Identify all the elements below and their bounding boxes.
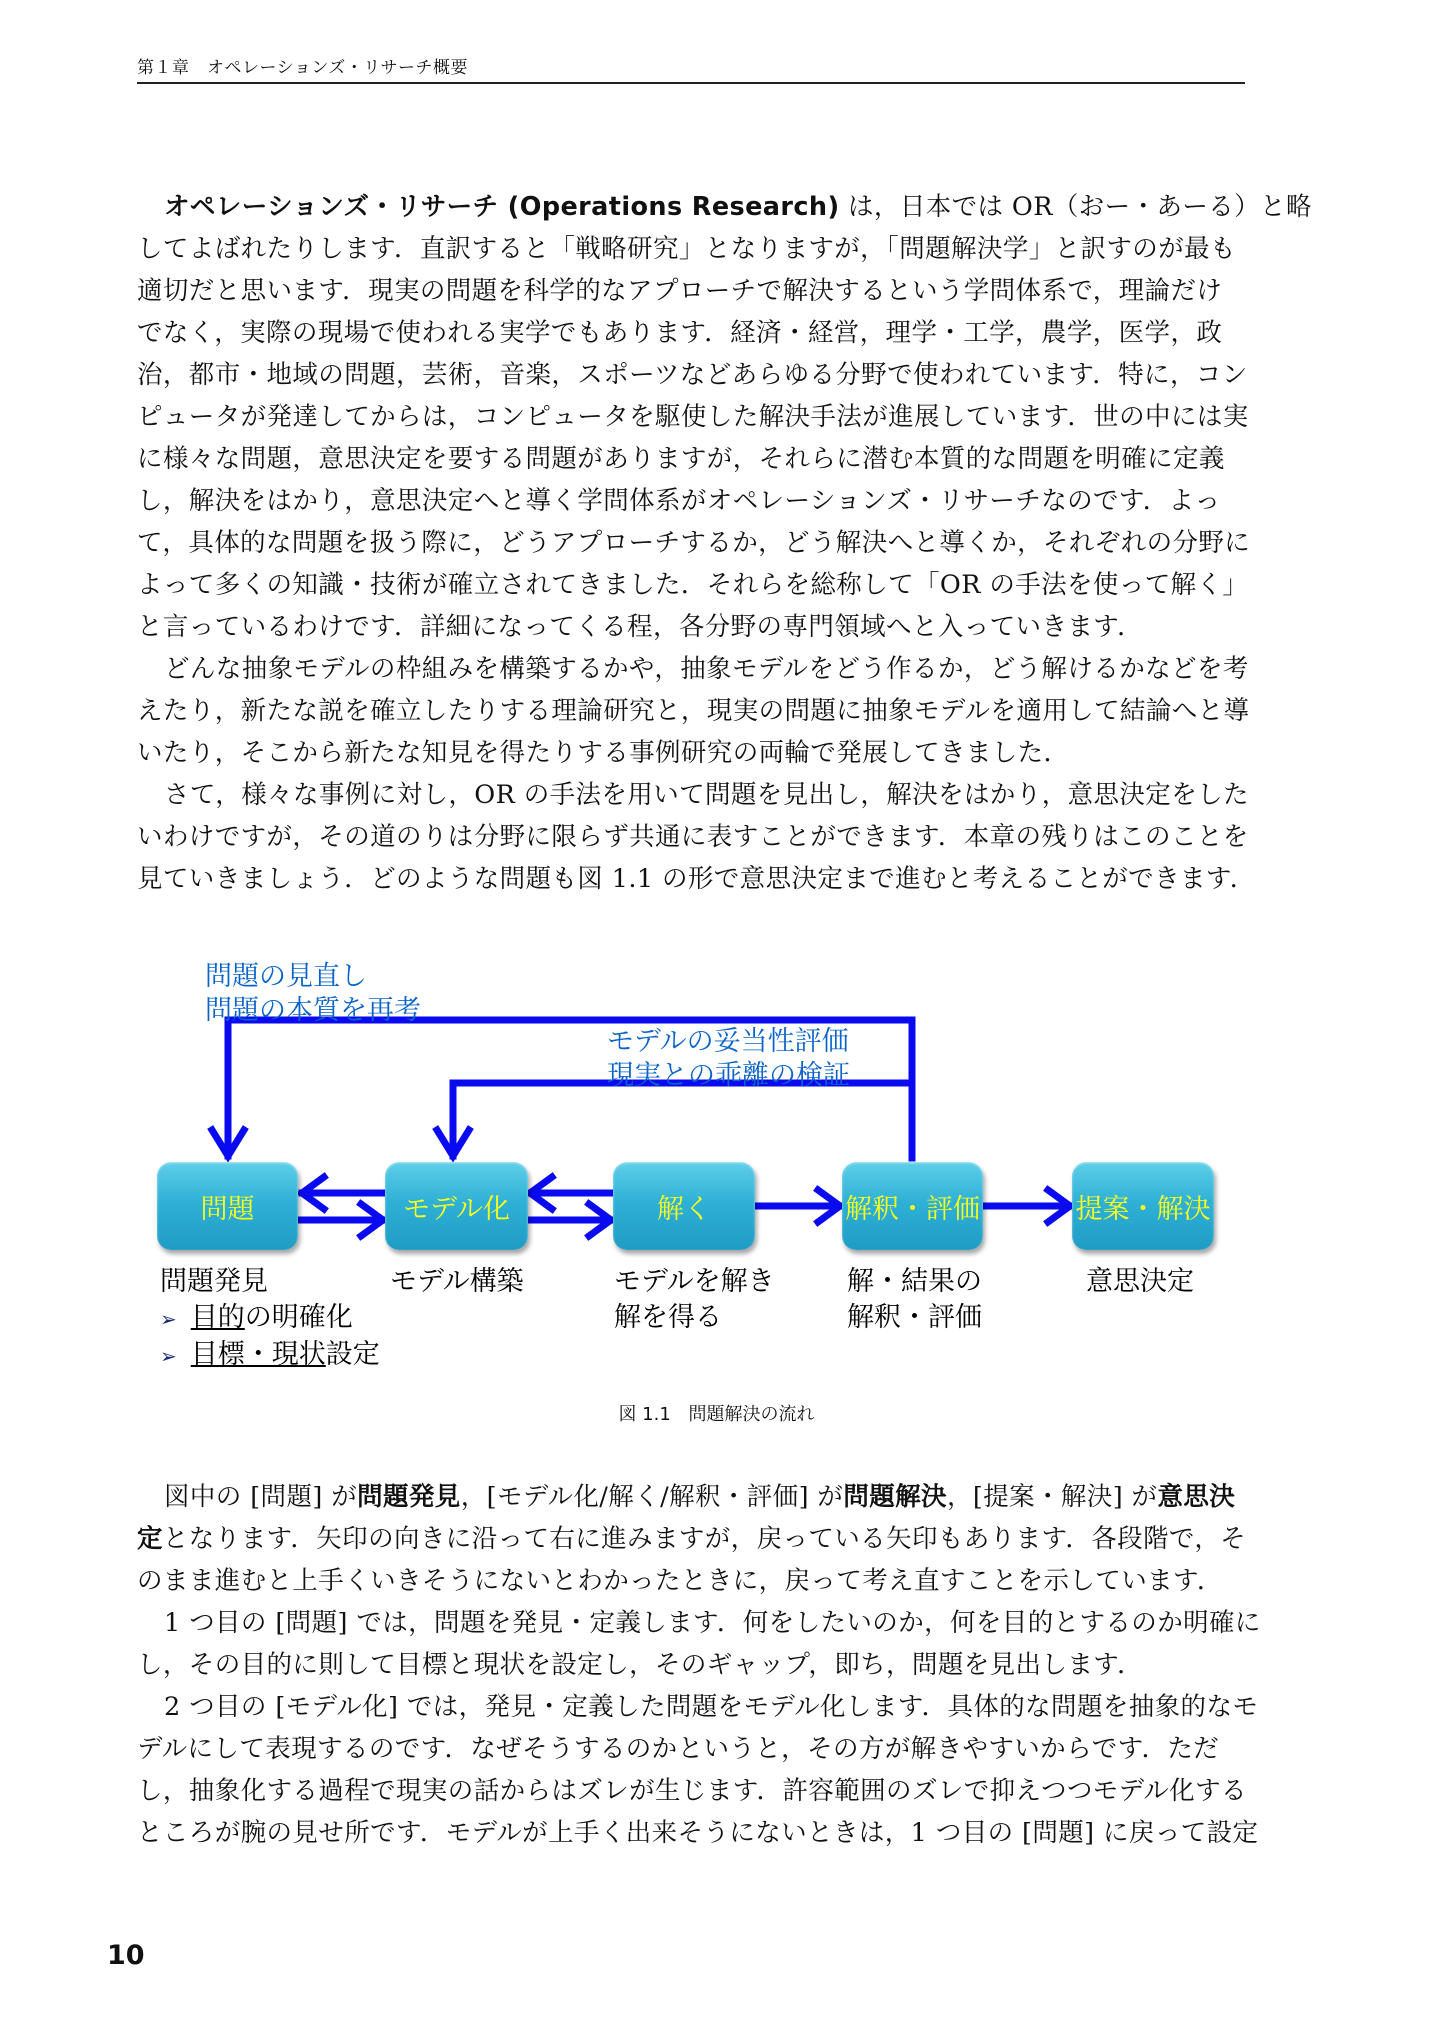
text-line: ピュータが発達してからは，コンピュータを駆使した解決手法が進展しています．世の中には実	[137, 402, 1249, 432]
text-segment: 図中の [問題] が	[164, 1482, 358, 1512]
paragraph-research	[137, 648, 1250, 774]
description-line: 解を得る	[614, 1302, 722, 1333]
paragraph-step-problem	[137, 1602, 1261, 1686]
description-decide	[1086, 1264, 1194, 1300]
bold-term: オペレーションズ・リサーチ (Operations Research)	[164, 192, 840, 222]
text-line: し，抽象化する過程で現実の話からはズレが生じます．許容範囲のズレで抑えつつモデル化する	[137, 1776, 1247, 1806]
step-box-evaluate: 解釈・評価	[842, 1162, 983, 1250]
description-line: 問題発見	[160, 1266, 268, 1297]
feedback-label-model-validity	[607, 1025, 850, 1093]
figure-caption	[0, 1400, 1433, 1426]
description-text: 設定	[325, 1339, 380, 1370]
underlined-text: 目的	[190, 1302, 245, 1333]
text-line: に様々な問題，意思決定を要する問題がありますが，それらに潜む本質的な問題を明確に定義	[137, 444, 1225, 474]
description-evaluate	[847, 1264, 982, 1336]
figure-number: 図 1.1	[618, 1404, 671, 1425]
text-line: よって多くの知識・技術が確立されてきました．それらを総称して「OR の手法を使って解く」	[137, 570, 1249, 600]
text-line: し，解決をはかり，意思決定へと導く学問体系がオペレーションズ・リサーチなのです．よっ	[137, 486, 1221, 516]
text-line: デルにして表現するのです．なぜそうするのかというと，その方が解きやすいからです．ただ	[137, 1734, 1220, 1764]
feedback-arrow-model	[453, 1083, 912, 1156]
arrow-bullet-icon: ➢	[160, 1307, 177, 1331]
text-line: と言っているわけです．詳細になってくる程，各分野の専門領域へと入っていきます．	[137, 612, 1144, 642]
description-line: 解・結果の	[847, 1266, 982, 1297]
problem-solving-flow-diagram	[140, 960, 1240, 1380]
description-bullet	[160, 1337, 380, 1374]
text-segment: となります．矢印の向きに沿って右に進みますが，戻っている矢印もあります．各段階で，そ	[162, 1524, 1247, 1554]
text-line: してよばれたりします．直訳すると「戦略研究」となりますが，「問題解決学」と訳すのが最も	[137, 234, 1236, 264]
text-line	[137, 186, 1312, 228]
text-line: 適切だと思います．現実の問題を科学的なアプローチで解決するという学問体系で，理論だけ	[137, 276, 1223, 306]
text-segment: ，[提案・解決] が	[946, 1482, 1158, 1512]
feedback-label-line: 問題の見直し	[205, 961, 367, 992]
feedback-label-line: 現実との乖離の検証	[607, 1060, 850, 1091]
text-line: どんな抽象モデルの枠組みを構築するかや，抽象モデルをどう作るか，どう解けるかなどを考	[164, 654, 1249, 684]
step-box-solve: 解く	[613, 1162, 755, 1250]
text-line: いわけですが，その道のりは分野に限らず共通に表すことができます．本章の残りはこのことを	[137, 822, 1249, 852]
text-segment: は，日本では OR（おー・あーる）と略	[848, 192, 1312, 222]
description-line: モデル構築	[390, 1266, 524, 1297]
description-solve	[614, 1264, 775, 1336]
text-segment: ，[モデル化/解く/解釈・評価] が	[460, 1482, 844, 1512]
text-line: えたり，新たな説を確立したりする理論研究と，現実の問題に抽象モデルを適用して結論へと導	[137, 696, 1250, 726]
description-modeling	[390, 1264, 524, 1300]
description-bullet	[160, 1300, 380, 1337]
paragraph-step-modeling	[137, 1686, 1259, 1854]
page-number: 10	[107, 1940, 145, 1971]
text-line: 1 つ目の [問題] では，問題を発見・定義します．何をしたいのか，何を目的とするのか明確に	[164, 1608, 1261, 1638]
text-line: て，具体的な問題を扱う際に，どうアプローチするか，どう解決へと導くか，それぞれの分野に	[137, 528, 1251, 558]
paragraph-figure-explanation	[137, 1476, 1245, 1602]
text-line: でなく，実際の現場で使われる実学でもあります．経済・経営，理学・工学，農学，医学，政	[137, 318, 1223, 348]
feedback-label-line: 問題の本質を再考	[205, 995, 421, 1026]
description-line: 解釈・評価	[847, 1302, 982, 1333]
text-line	[137, 1476, 1245, 1518]
paragraph-intro-figure	[137, 774, 1256, 900]
running-header	[137, 52, 1245, 84]
feedback-label-problem-review	[205, 960, 421, 1028]
bold-term: 意思決	[1157, 1482, 1236, 1512]
text-line: のまま進むと上手くいきそうにないとわかったときに，戻って考え直すことを示しています．	[137, 1566, 1223, 1596]
step-box-decide: 提案・解決	[1072, 1162, 1214, 1250]
text-line: 見ていきましょう．どのような問題も図 1.1 の形で意思決定まで進むと考えることができます．	[137, 864, 1256, 894]
bold-term: 問題解決	[843, 1482, 947, 1512]
text-line: 治，都市・地域の問題，芸術，音楽，スポーツなどあらゆる分野で使われています．特に，コン	[137, 360, 1248, 390]
description-text: の明確化	[244, 1302, 353, 1333]
running-title: 第１章 オペレーションズ・リサーチ概要	[137, 58, 468, 78]
text-line: さて，様々な事例に対し，OR の手法を用いて問題を見出し，解決をはかり，意思決定をした	[164, 780, 1249, 810]
text-line	[137, 1518, 1245, 1560]
bold-term: 問題発見	[357, 1482, 461, 1512]
feedback-label-line: モデルの妥当性評価	[607, 1026, 849, 1057]
description-line: モデルを解き	[614, 1266, 775, 1297]
intro-paragraph	[137, 186, 1312, 648]
text-line: ところが腕の見せ所です．モデルが上手く出来そうにないときは，1 つ目の [問題] に戻って設定	[137, 1818, 1259, 1848]
description-line: 意思決定	[1086, 1266, 1194, 1297]
step-box-problem: 問題	[157, 1162, 298, 1250]
figure-title: 問題解決の流れ	[688, 1404, 815, 1425]
text-line: いたり，そこから新たな知見を得たりする事例研究の両輪で発展してきました．	[137, 738, 1070, 768]
underlined-text: 目標・現状	[190, 1339, 326, 1370]
description-problem	[160, 1264, 380, 1374]
bold-term: 定	[137, 1524, 163, 1554]
text-line: 2 つ目の [モデル化] では，発見・定義した問題をモデル化します．具体的な問題を抽象的なモ	[164, 1692, 1259, 1722]
arrow-bullet-icon: ➢	[160, 1344, 177, 1368]
step-box-modeling: モデル化	[385, 1162, 528, 1250]
text-line: し，その目的に則して目標と現状を設定し，そのギャップ，即ち，問題を見出します．	[137, 1650, 1144, 1680]
